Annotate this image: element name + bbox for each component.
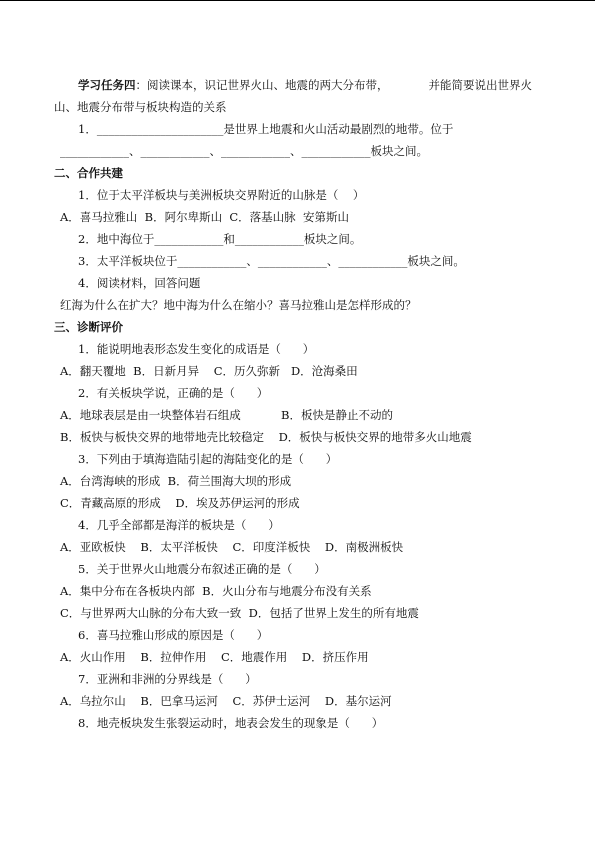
task-q1-b: ____________、____________、____________、____________板块之间。 bbox=[60, 144, 428, 158]
section3-line: C．青藏高原的形成 D．埃及苏伊运河的形成 bbox=[60, 496, 300, 510]
section3-line: 1．能说明地表形态发生变化的成语是（ ） bbox=[78, 342, 315, 356]
section2-line: 2．地中海位于____________和____________板块之间。 bbox=[78, 232, 362, 246]
task-text-b: 并能简要说出世界火 bbox=[428, 78, 532, 92]
task-intro bbox=[60, 74, 550, 96]
section2-line: 1．位于太平洋板块与美洲板块交界附近的山脉是（ ） bbox=[78, 188, 365, 202]
section3-line: A．火山作用 B．拉伸作用 C．地震作用 D．挤压作用 bbox=[60, 650, 369, 664]
section3-line: A．亚欧板快 B．太平洋板快 C．印度洋板快 D．南极洲板快 bbox=[60, 540, 404, 554]
section2-heading: 二、合作共建 bbox=[54, 166, 123, 180]
section3-line: 3．下列由于填海造陆引起的海陆变化的是（ ） bbox=[78, 452, 338, 466]
task-text-c: 山、地震分布带与板块构造的关系 bbox=[54, 100, 227, 114]
section3-line: 2．有关板块学说，正确的是（ ） bbox=[78, 386, 269, 400]
section3-line: 4．几乎全部都是海洋的板块是（ ） bbox=[78, 518, 280, 532]
section3-line: A．集中分布在各板块内部 B．火山分布与地震分布没有关系 bbox=[60, 584, 372, 598]
section3-line: 6．喜马拉雅山形成的原因是（ ） bbox=[78, 628, 269, 642]
section3-line: 7．亚洲和非洲的分界线是（ ） bbox=[78, 672, 257, 686]
task-text-a: ：阅读课本，识记世界火山、地震的两大分布带， bbox=[135, 78, 389, 92]
worksheet bbox=[54, 74, 550, 734]
section3-line: C．与世界两大山脉的分布大致一致 D．包括了世界上发生的所有地震 bbox=[60, 606, 419, 620]
task-q1-a: 1．______________________是世界上地震和火山活动最剧烈的地带。位于 bbox=[78, 122, 454, 136]
section3-heading: 三、诊断评价 bbox=[54, 320, 123, 334]
section3-line: A．地球表层是由一块整体岩石组成 B．板快是静止不动的 bbox=[60, 408, 393, 422]
section3-line: A．台湾海峡的形成 B．荷兰围海大坝的形成 bbox=[60, 474, 292, 488]
section2-line: 4．阅读材料，回答问题 bbox=[78, 276, 201, 290]
section2-line: 3．太平洋板块位于____________、____________、____________板块之间。 bbox=[78, 254, 465, 268]
section3-line: A．翻天覆地 B．日新月异 C．历久弥新 D．沧海桑田 bbox=[60, 364, 358, 378]
task-label: 学习任务四 bbox=[78, 78, 136, 92]
section3-line: 8．地壳板块发生张裂运动时，地表会发生的现象是（ ） bbox=[78, 716, 384, 730]
section3-line: 5．关于世界火山地震分布叙述正确的是（ ） bbox=[78, 562, 326, 576]
section2-line: 红海为什么在扩大？地中海为什么在缩小？喜马拉雅山是怎样形成的？ bbox=[60, 298, 417, 312]
top-rule bbox=[0, 0, 595, 1]
section3-line: A．乌拉尔山 B．巴拿马运河 C．苏伊士运河 D．基尔运河 bbox=[60, 694, 392, 708]
section3-line: B．板快与板快交界的地带地壳比较稳定 D．板快与板快交界的地带多火山地震 bbox=[60, 430, 472, 444]
section2-line: A．喜马拉雅山 B．阿尔卑斯山 C．落基山脉 安第斯山 bbox=[60, 210, 349, 224]
